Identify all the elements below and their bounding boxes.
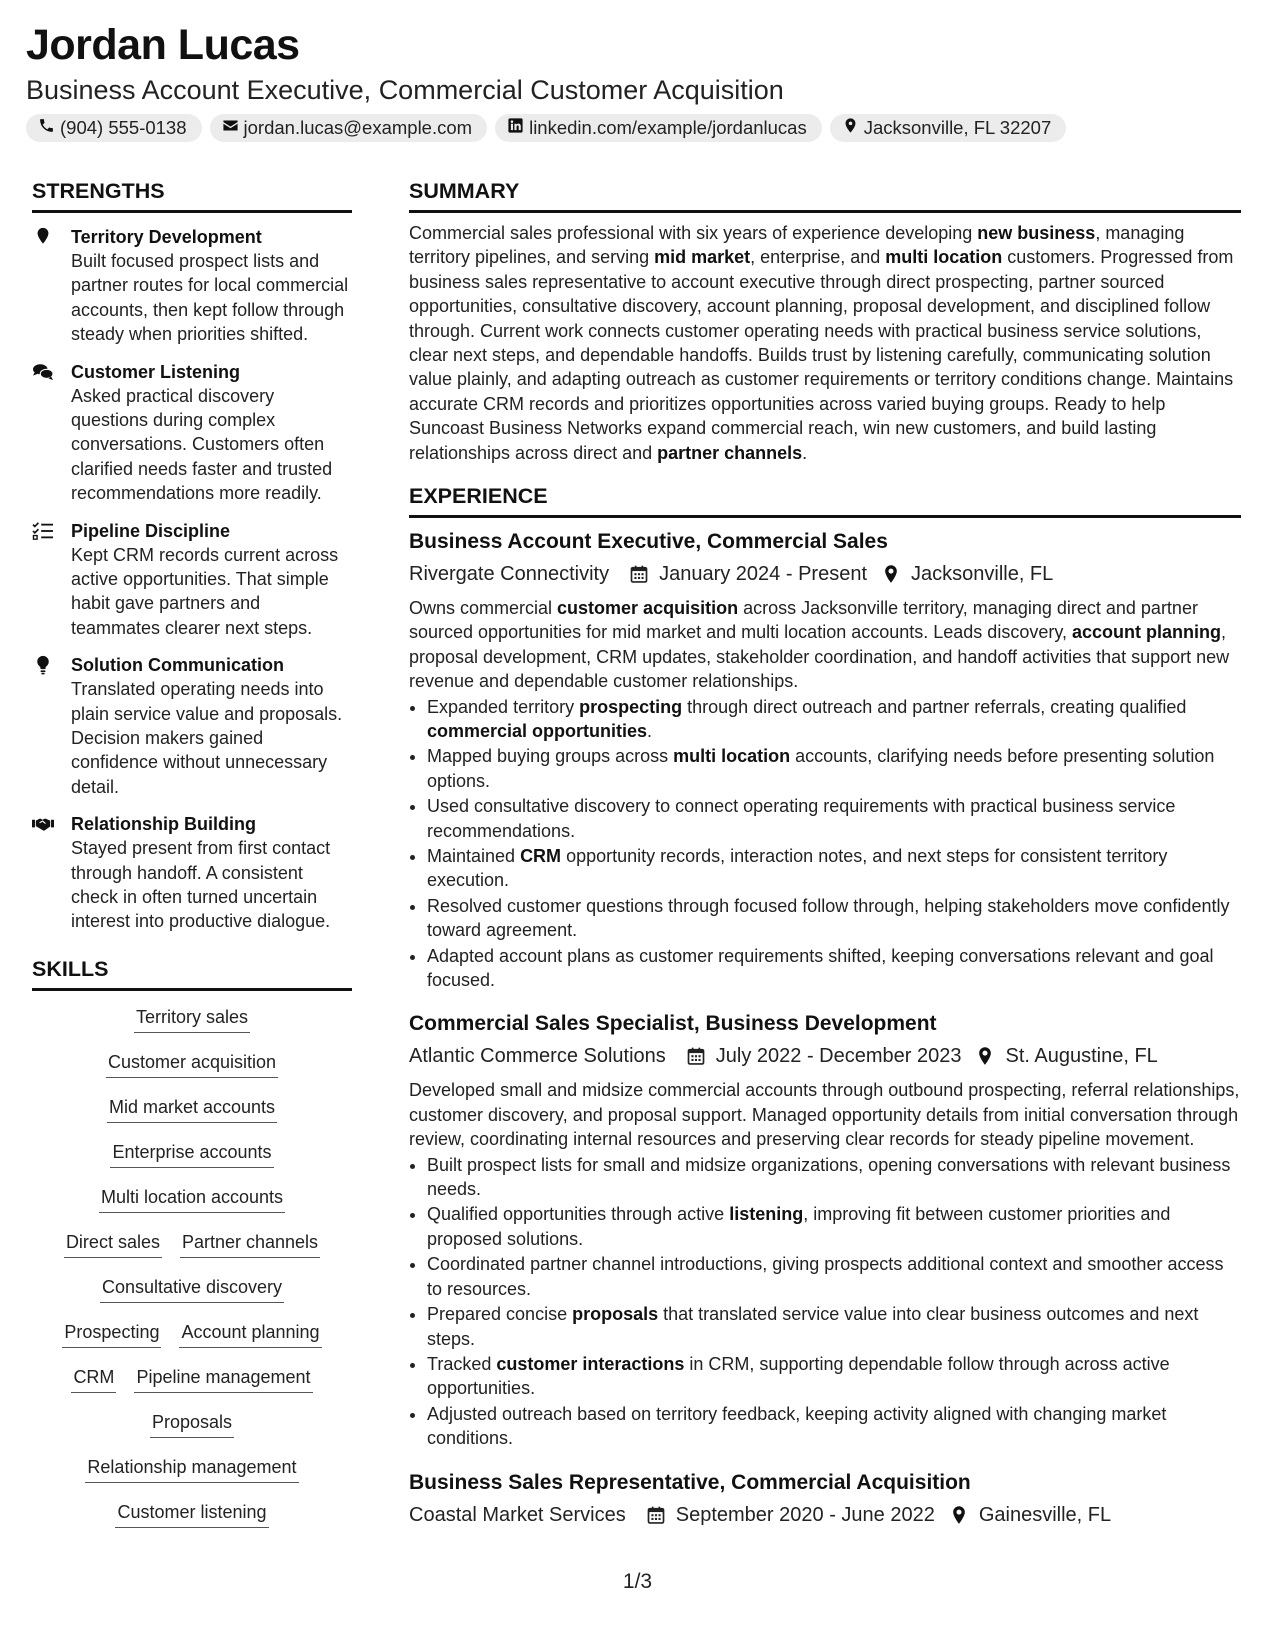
job-meta bbox=[409, 1042, 1241, 1070]
skill-row bbox=[64, 1230, 320, 1258]
skill-tag: Territory sales bbox=[134, 1005, 250, 1033]
strength-item bbox=[32, 653, 352, 799]
map-pin-icon bbox=[881, 564, 901, 584]
skill-row bbox=[71, 1365, 312, 1393]
text-run: Tracked bbox=[427, 1353, 497, 1374]
job-description bbox=[409, 596, 1241, 694]
calendar-icon bbox=[646, 1505, 666, 1525]
skills-heading: SKILLS bbox=[32, 956, 352, 991]
skill-row bbox=[150, 1410, 234, 1438]
calendar-icon bbox=[629, 564, 649, 584]
job-entry bbox=[409, 1469, 1241, 1529]
summary-section bbox=[409, 178, 1241, 465]
strength-title: Solution Communication bbox=[71, 655, 284, 676]
achievement-item bbox=[427, 695, 1241, 744]
text-run: Built prospect lists for small and midsize organizations, opening conversations with relevant business needs. bbox=[427, 1154, 1231, 1200]
text-run: Used consultative discovery to connect operating requirements with practical business service recommendations. bbox=[427, 796, 1176, 841]
skill-row bbox=[115, 1500, 268, 1528]
job-location: St. Augustine, FL bbox=[1005, 1045, 1158, 1068]
strength-text: Stayed present from first contact through handoff. A consistent check in often turned uncertain interest into productive dialogue. bbox=[71, 838, 331, 932]
emphasis-text: partner channels bbox=[657, 442, 803, 463]
skill-tag: Multi location accounts bbox=[99, 1185, 285, 1213]
summary-heading: SUMMARY bbox=[409, 178, 1241, 213]
map-pin-icon bbox=[32, 227, 54, 247]
text-run: Developed small and midsize commercial accounts through outbound prospecting, referral relationships, customer discovery, and proposal support. Managed opportunity details from initial conversation through review, coordinating internal resources and preserving clear records for steady pipeline movement. bbox=[409, 1080, 1240, 1150]
achievement-list bbox=[409, 695, 1241, 993]
text-run: in CRM, supporting dependable follow through across active opportunities. bbox=[427, 1353, 1170, 1399]
text-run: Commercial sales professional with six years of experience developing bbox=[409, 222, 978, 243]
job-meta bbox=[409, 1501, 1241, 1529]
left-column bbox=[32, 178, 352, 1528]
job-dates: September 2020 - June 2022 bbox=[675, 1503, 935, 1526]
strength-item bbox=[32, 225, 352, 347]
text-run: Expanded territory bbox=[427, 696, 580, 717]
strength-item bbox=[32, 519, 352, 641]
job-description bbox=[409, 1078, 1241, 1151]
text-run: , enterprise, and bbox=[750, 247, 886, 268]
text-run: Adapted account plans as customer requirements shifted, keeping conversations relevant and goal focused. bbox=[427, 945, 1214, 991]
strengths-section bbox=[32, 178, 352, 934]
text-run: . bbox=[802, 442, 808, 463]
text-run: , improving fit between customer priorities and proposed solutions. bbox=[427, 1204, 1171, 1249]
strength-text: Asked practical discovery questions during complex conversations. Customers often clarified needs faster and trusted recommendations more readily. bbox=[71, 385, 333, 504]
strength-text: Built focused prospect lists and partner routes for local commercial accounts, then kept follow through steady when priorities shifted. bbox=[71, 250, 349, 345]
text-run: Mapped buying groups across bbox=[427, 746, 674, 767]
contact-text: Jacksonville, FL 32207 bbox=[863, 117, 1052, 138]
achievement-item bbox=[427, 794, 1241, 843]
phone-icon bbox=[38, 117, 55, 139]
achievement-item bbox=[427, 894, 1241, 943]
emphasis-text: proposals bbox=[572, 1304, 659, 1325]
emphasis-text: account planning bbox=[1072, 622, 1222, 643]
job-list bbox=[409, 528, 1241, 1529]
achievement-item bbox=[427, 944, 1241, 993]
text-run: Owns commercial bbox=[409, 597, 558, 618]
achievement-item bbox=[427, 1402, 1241, 1451]
strengths-heading: STRENGTHS bbox=[32, 178, 352, 213]
achievement-item bbox=[427, 1202, 1241, 1251]
text-run: Coordinated partner channel introductions, giving prospects additional context and smoother access to resources. bbox=[427, 1254, 1224, 1299]
emphasis-text: customer interactions bbox=[496, 1353, 685, 1374]
achievement-item bbox=[427, 844, 1241, 893]
emphasis-text: multi location bbox=[673, 746, 791, 767]
job-title: Business Account Executive, Commercial Sales bbox=[409, 529, 888, 553]
strength-text: Kept CRM records current across active opportunities. That simple habit gave partners and teammates clearer next steps. bbox=[71, 544, 339, 638]
calendar-icon bbox=[686, 1046, 706, 1066]
company-name: Rivergate Connectivity bbox=[409, 562, 610, 585]
text-run: Resolved customer questions through focused follow through, helping stakeholders move confidently toward agreement. bbox=[427, 895, 1230, 941]
job-dates: January 2024 - Present bbox=[659, 562, 867, 585]
job-meta bbox=[409, 560, 1241, 588]
emphasis-text: customer acquisition bbox=[557, 597, 739, 618]
emphasis-text: new business bbox=[977, 222, 1096, 243]
text-run: customers. Progressed from business sales representative to account executive through direct prospecting, partner sourced opportunities, consultative discovery, account planning, proposal development, and disciplined follow through. Current work connects customer operating needs with practical business service solutions, clear next steps, and dependable handoffs. Builds trust by listening carefully, communicating solution value plainly, and adapting outreach as customer requirements or territory conditions change. Maintains accurate CRM records and prioritizes opportunities across varied buying groups. Ready to help Suncoast Business Networks expand commercial reach, win new customers, and build lasting relationships across direct and bbox=[409, 247, 1234, 463]
skill-tag: Customer acquisition bbox=[106, 1050, 278, 1078]
strength-item bbox=[32, 360, 352, 506]
map-pin-icon bbox=[975, 1046, 995, 1066]
skills-section bbox=[32, 956, 352, 1528]
text-run: across Jacksonville territory, managing direct and partner sourced opportunities for mid market and multi location accounts. Leads discovery, bbox=[409, 597, 1198, 643]
strength-title: Territory Development bbox=[71, 226, 262, 247]
emphasis-text: commercial opportunities bbox=[427, 720, 648, 741]
skill-tag: Prospecting bbox=[62, 1320, 161, 1348]
skill-row bbox=[85, 1455, 298, 1483]
skill-tag: Partner channels bbox=[180, 1230, 320, 1258]
strength-title: Relationship Building bbox=[71, 814, 256, 835]
experience-heading: EXPERIENCE bbox=[409, 483, 1241, 518]
company-name: Coastal Market Services bbox=[409, 1503, 626, 1526]
skill-tag: Direct sales bbox=[64, 1230, 162, 1258]
skill-tag: Account planning bbox=[179, 1320, 321, 1348]
skill-tag: Pipeline management bbox=[134, 1365, 312, 1393]
text-run: accounts, clarifying needs before presenting solution options. bbox=[427, 746, 1215, 791]
strength-text: Translated operating needs into plain service value and proposals. Decision makers gained confidence without unnecessary detail. bbox=[71, 679, 343, 797]
emphasis-text: mid market bbox=[654, 247, 751, 268]
text-run: opportunity records, interaction notes, and next steps for consistent territory execution. bbox=[427, 846, 1168, 891]
map-pin-icon bbox=[949, 1505, 969, 1525]
contact-phone[interactable] bbox=[26, 114, 202, 142]
skill-tag: Consultative discovery bbox=[100, 1275, 284, 1303]
lightbulb-icon bbox=[32, 655, 54, 675]
emphasis-text: prospecting bbox=[579, 696, 683, 717]
skill-tag: Proposals bbox=[150, 1410, 234, 1438]
strength-title: Customer Listening bbox=[71, 361, 241, 382]
text-run: Adjusted outreach based on territory feedback, keeping activity aligned with changing market conditions. bbox=[427, 1403, 1167, 1449]
skill-row bbox=[134, 1005, 250, 1033]
contact-bar bbox=[26, 114, 1066, 142]
skill-tag: Customer listening bbox=[115, 1500, 268, 1528]
achievement-item bbox=[427, 1352, 1241, 1401]
contact-linkedin[interactable] bbox=[495, 114, 822, 142]
skill-tag: Relationship management bbox=[85, 1455, 298, 1483]
contact-email[interactable] bbox=[210, 114, 488, 142]
text-run: Qualified opportunities through active bbox=[427, 1204, 730, 1225]
right-column bbox=[409, 178, 1241, 1529]
achievement-item bbox=[427, 1153, 1241, 1202]
comments-icon bbox=[32, 362, 54, 382]
text-run: that translated service value into clear business outcomes and next steps. bbox=[427, 1304, 1199, 1349]
skill-row bbox=[62, 1320, 321, 1348]
text-run: through direct outreach and partner referrals, creating qualified bbox=[682, 696, 1187, 717]
skill-row bbox=[110, 1140, 273, 1168]
strength-item bbox=[32, 812, 352, 934]
text-run: . bbox=[647, 720, 653, 741]
achievement-item bbox=[427, 1302, 1241, 1351]
experience-section bbox=[409, 483, 1241, 1529]
handshake-icon bbox=[32, 814, 54, 834]
emphasis-text: CRM bbox=[520, 846, 562, 866]
strength-title: Pipeline Discipline bbox=[71, 520, 231, 541]
contact-text: (904) 555-0138 bbox=[60, 117, 187, 138]
list-check-icon bbox=[32, 521, 54, 541]
job-title: Business Sales Representative, Commercial Acquisition bbox=[409, 1470, 971, 1494]
map-pin-icon bbox=[842, 117, 859, 139]
contact-location[interactable] bbox=[830, 114, 1067, 142]
candidate-headline: Business Account Executive, Commercial Customer Acquisition bbox=[26, 75, 784, 105]
skill-tag: CRM bbox=[71, 1365, 116, 1393]
text-run: Prepared concise bbox=[427, 1304, 573, 1325]
contact-text: linkedin.com/example/jordanlucas bbox=[529, 117, 807, 138]
achievement-item bbox=[427, 1252, 1241, 1301]
job-dates: July 2022 - December 2023 bbox=[715, 1045, 962, 1068]
text-run: , managing territory pipelines, and serving bbox=[409, 222, 1185, 268]
contact-text: jordan.lucas@example.com bbox=[243, 117, 473, 138]
job-location: Gainesville, FL bbox=[978, 1503, 1112, 1526]
skill-row bbox=[107, 1095, 277, 1123]
company-name: Atlantic Commerce Solutions bbox=[409, 1045, 666, 1068]
summary-text bbox=[409, 221, 1241, 465]
text-run: Maintained bbox=[427, 846, 521, 866]
skills-list bbox=[32, 1005, 352, 1528]
candidate-name: Jordan Lucas bbox=[26, 21, 300, 69]
page-number: 1/3 bbox=[622, 1570, 653, 1593]
job-title: Commercial Sales Specialist, Business Development bbox=[409, 1012, 937, 1036]
skill-tag: Enterprise accounts bbox=[110, 1140, 273, 1168]
skill-tag: Mid market accounts bbox=[107, 1095, 277, 1123]
skill-row bbox=[99, 1185, 285, 1213]
skill-row bbox=[100, 1275, 284, 1303]
achievement-list bbox=[409, 1153, 1241, 1451]
skill-row bbox=[106, 1050, 278, 1078]
achievement-item bbox=[427, 744, 1241, 793]
linkedin-icon bbox=[507, 117, 524, 139]
text-run: , proposal development, CRM updates, stakeholder coordination, and handoff activities that support new revenue and dependable customer relationships. bbox=[409, 622, 1230, 692]
job-location: Jacksonville, FL bbox=[911, 562, 1054, 585]
job-entry bbox=[409, 1010, 1241, 1450]
emphasis-text: listening bbox=[729, 1204, 804, 1225]
job-entry bbox=[409, 528, 1241, 993]
envelope-icon bbox=[222, 117, 239, 139]
emphasis-text: multi location bbox=[885, 247, 1003, 268]
